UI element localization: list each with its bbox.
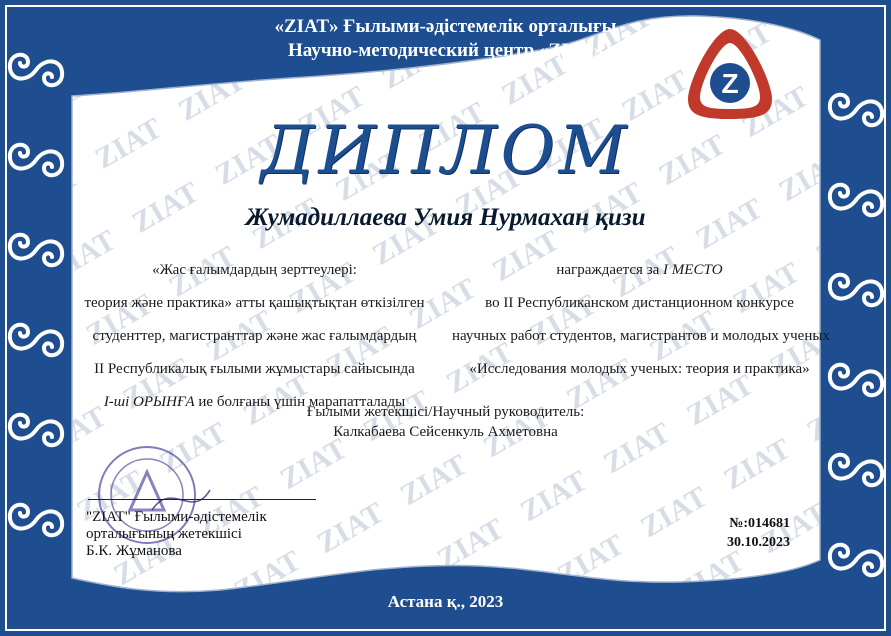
director-line: "ZIAT" Ғылыми-әдістемелік	[86, 509, 267, 525]
ru-line: «Исследования молодых ученых: теория и практика»	[469, 361, 810, 377]
ru-line-prefix: награждается за	[556, 262, 664, 278]
logo-letter: Z	[721, 68, 739, 99]
certificate-meta	[680, 514, 790, 552]
footer-city: Астана қ., 2023	[387, 592, 504, 611]
award-text-ru	[452, 254, 830, 386]
header-line-ru: Научно-методический центр «ZIAT»	[288, 40, 603, 61]
diploma-title: ДИПЛОМ	[260, 112, 631, 189]
header-line-kz: «ZIAT» Ғылыми-әдістемелік орталығы	[274, 16, 617, 37]
kz-line: II Республикалық ғылыми жұмыстары сайысында	[94, 361, 415, 377]
kz-line-rest: ие болғаны үшін марапатталады	[194, 394, 406, 410]
director-name: Б.К. Жұманова	[86, 543, 182, 559]
ru-line: во II Республиканском дистанционном конкурсе	[485, 295, 794, 311]
certificate-date: 30.10.2023	[727, 535, 790, 550]
kz-place-highlight: I-ші ОРЫНҒА	[103, 394, 195, 410]
supervisor-label: Ғылыми жетекшісі/Научный руководитель:	[306, 404, 585, 420]
kz-line: теория және практика» атты қашықтықтан өткізілген	[84, 295, 425, 311]
ru-place-highlight: I МЕСТО	[663, 262, 723, 278]
award-text-kz	[62, 254, 447, 419]
kz-line: «Жас ғалымдардың зерттеулері:	[152, 262, 357, 278]
supervisor-block	[0, 402, 891, 442]
signature-line	[88, 499, 316, 500]
kz-line: студенттер, магистранттар және жас ғалымдардың	[92, 328, 417, 344]
ziat-logo	[680, 25, 780, 125]
logo-caption: ZIAT	[719, 111, 741, 122]
director-block	[86, 509, 267, 560]
supervisor-name: Калкабаева Сейсенкуль Ахметовна	[333, 424, 558, 440]
ru-line: научных работ студентов, магистрантов и молодых ученых	[452, 328, 830, 344]
director-line: орталығының жетекшісі	[86, 526, 242, 542]
ru-line	[452, 254, 827, 287]
recipient-name: Жумадиллаева Умия Нурмахан қизи	[245, 204, 646, 231]
certificate-number: №:014681	[729, 516, 790, 531]
